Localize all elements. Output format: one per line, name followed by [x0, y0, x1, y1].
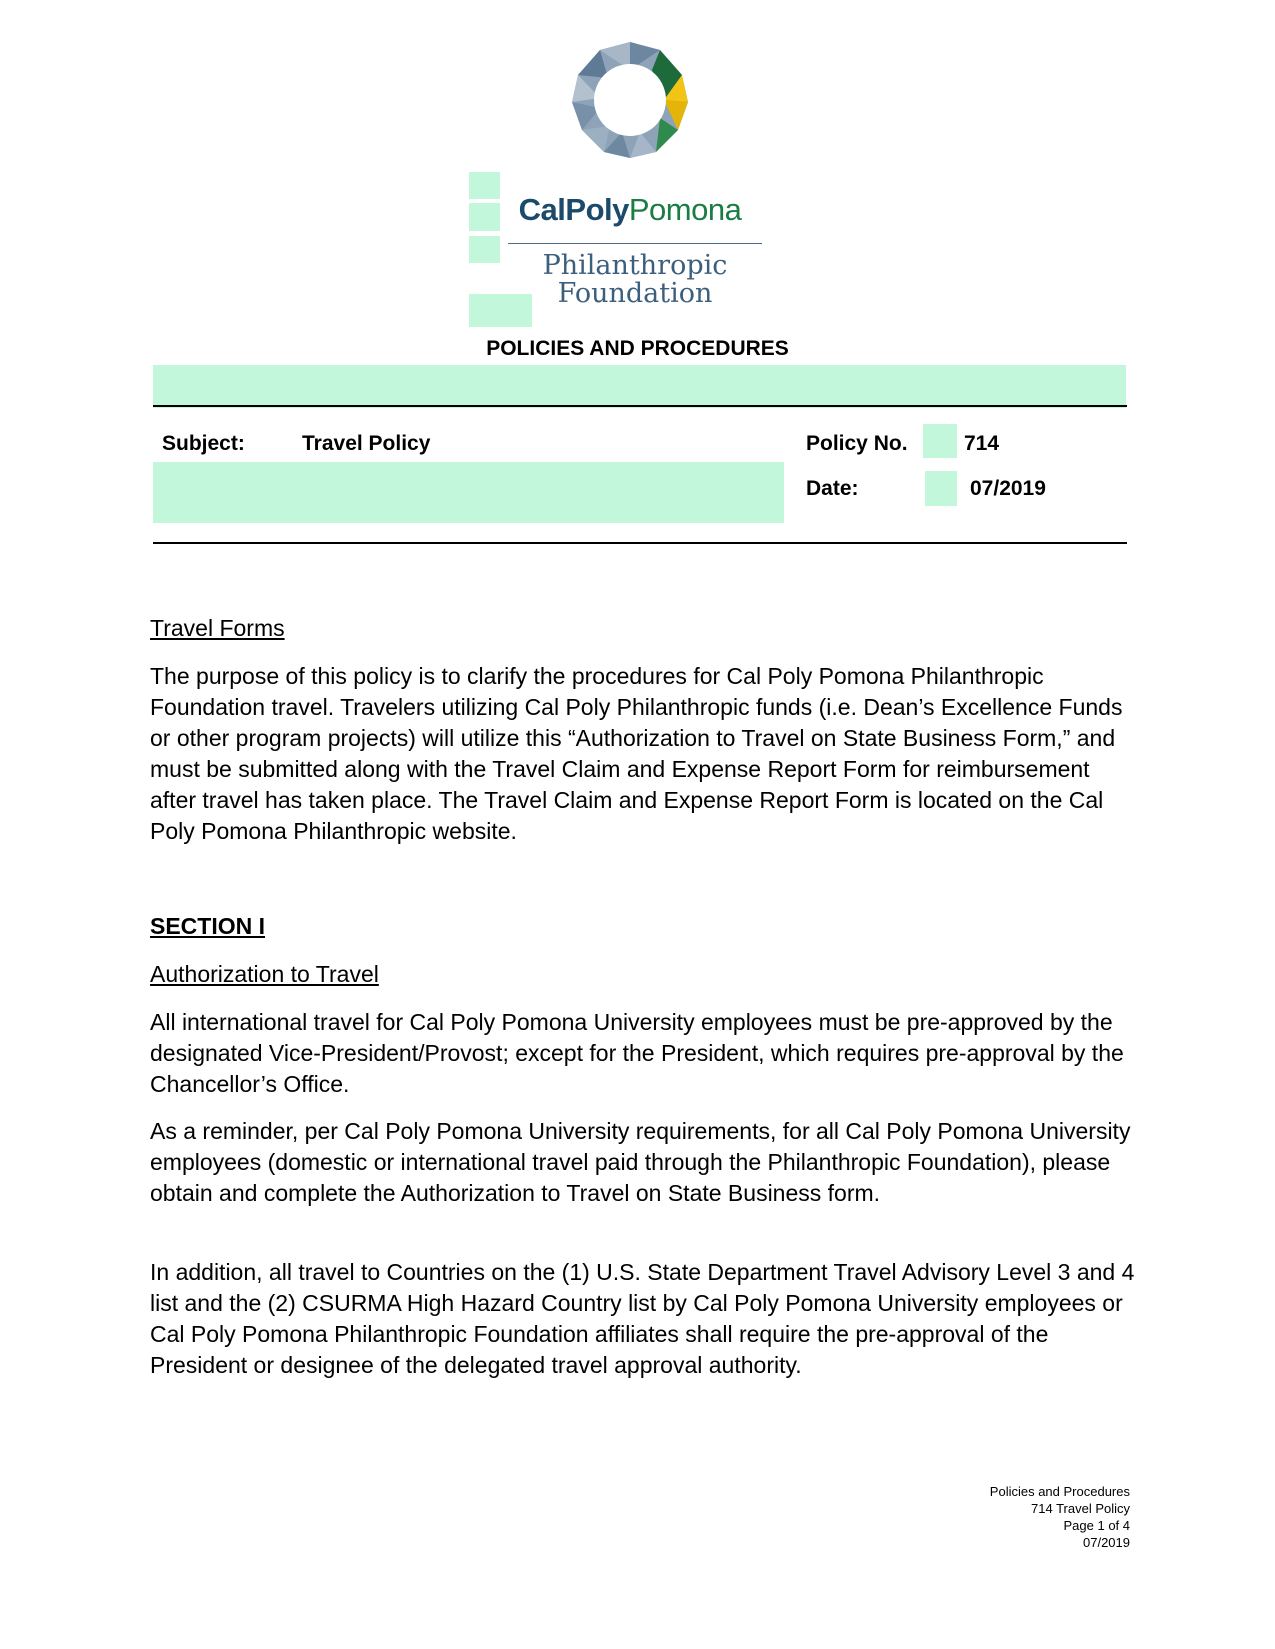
footer-line: 714 Travel Policy: [1031, 1501, 1130, 1516]
highlight-block: [925, 471, 957, 506]
highlight-block: [469, 203, 500, 231]
octagon-ring-logo-icon: [560, 40, 700, 160]
wordmark-light: Pomona: [628, 192, 742, 227]
subject-value: Travel Policy: [302, 432, 431, 455]
top-divider: [153, 405, 1127, 407]
policy-no-label: Policy No.: [806, 432, 908, 455]
logo-subline-2: Foundation: [557, 278, 713, 309]
subject-label: Subject:: [162, 432, 245, 455]
logo-subline-1: Philanthropic: [542, 250, 728, 281]
highlight-block: [153, 365, 1126, 408]
footer-line: 07/2019: [1083, 1535, 1130, 1550]
footer-line: Policies and Procedures: [989, 1484, 1130, 1499]
highlight-block: [469, 236, 500, 263]
section-1-paragraph: In addition, all travel to Countries on the (1) U.S. State Department Travel Advisory Level 3 and 4 list and the (2) CSURMA High Hazard Country list by Cal Poly Pomona University employees or Cal Poly Pomona Philanthropic Foundation affiliates shall require the pre-approval of the President or designee of the delegated travel approval authority.: [150, 1259, 1135, 1378]
date-value: 07/2019: [970, 477, 1046, 500]
page-footer: [990, 1483, 1130, 1551]
travel-forms-heading: Travel Forms: [150, 615, 285, 641]
date-label: Date:: [806, 477, 859, 500]
section-1-title: SECTION I: [150, 913, 266, 939]
authorization-heading: Authorization to Travel: [150, 961, 379, 987]
policy-no-value: 714: [964, 432, 1000, 455]
section-1-paragraph: All international travel for Cal Poly Pomona University employees must be pre-approved by the designated Vice-President/Provost; except for the President, which requires pre-approval by the Chancellor’s Office.: [150, 1009, 1124, 1097]
logo-divider: [508, 243, 762, 244]
document-title: POLICIES AND PROCEDURES: [486, 337, 789, 360]
footer-page-number: Page 1 of 4: [1063, 1518, 1130, 1533]
wordmark-bold: CalPoly: [518, 192, 629, 227]
travel-forms-paragraph: The purpose of this policy is to clarify the procedures for Cal Poly Pomona Philanthropic Foundation travel. Travelers utilizing Cal Poly Philanthropic funds (i.e. Dean’s Excellence Funds or other program projects) will utilize this “Authorization to Travel on State Business Form,” and must be submitted along with the Travel Claim and Expense Report Form for reimbursement after travel has taken place. The Travel Claim and Expense Report Form is located on the Cal Poly Pomona Philanthropic website.: [150, 663, 1123, 844]
logo-wordmark: [500, 192, 760, 228]
section-1-paragraph: As a reminder, per Cal Poly Pomona University requirements, for all Cal Poly Pomona University employees (domestic or international travel paid through the Philanthropic Foundation), please obtain and complete the Authorization to Travel on State Business form.: [150, 1118, 1131, 1206]
highlight-block: [923, 424, 957, 458]
highlight-block: [469, 172, 500, 199]
bottom-divider: [153, 542, 1127, 544]
logo-subline: [508, 252, 762, 308]
highlight-block: [153, 462, 784, 523]
